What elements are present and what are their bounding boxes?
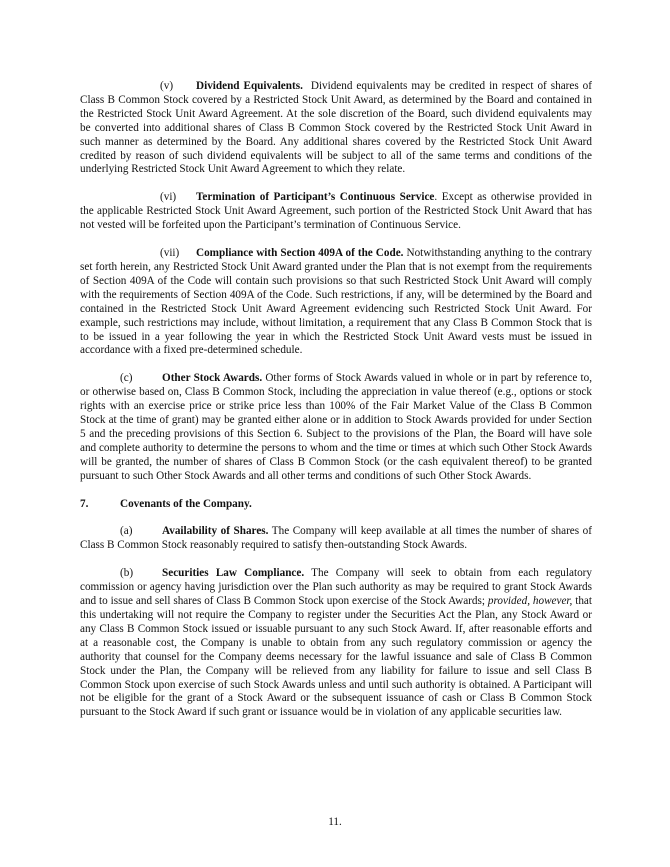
paragraph-heading: Availability of Shares. bbox=[162, 525, 269, 538]
paragraph-number: (vii) bbox=[160, 247, 180, 260]
paragraph-heading: Termination of Participant’s Continuous Service bbox=[196, 191, 435, 204]
paragraph-text: . Except as otherwise provided in the applicable Restricted Stock Unit Award Agreement, such portion of the Restricted Stock Unit Award that has not vested will be forfeited upon the Participant’s termination of Continuous Service. bbox=[80, 191, 593, 232]
paragraph-heading: Securities Law Compliance. bbox=[162, 567, 305, 580]
paragraph-heading: Compliance with Section 409A of the Code. bbox=[196, 247, 404, 260]
paragraph-italic-text: provided, however, bbox=[487, 595, 573, 608]
paragraph-dividend-equivalents bbox=[80, 80, 592, 177]
paragraph-number: (v) bbox=[160, 80, 174, 92]
document-page bbox=[80, 80, 592, 734]
paragraph-text: The Company will keep available at all times the number of shares of Class B Common Stock reasonably required to satisfy then-outstanding Stock Awards. bbox=[80, 525, 592, 552]
paragraph-section-409a bbox=[80, 247, 592, 358]
section-number: 7. bbox=[80, 497, 89, 510]
paragraph-heading: Dividend Equivalents. bbox=[196, 80, 303, 92]
paragraph-number: (c) bbox=[120, 372, 133, 385]
section-title: Covenants of the Company. bbox=[120, 497, 252, 510]
section-heading-covenants bbox=[80, 498, 592, 512]
paragraph-availability-of-shares bbox=[80, 525, 592, 553]
paragraph-text: Other forms of Stock Awards valued in whole or in part by reference to, or otherwise based on, Class B Common Stock, including the appreciation in value thereof (e.g., options or stock rights with an exercise price or strike price less than 100% of the Fair Market Value of the Class B Common Stock at the time of grant) may be granted either alone or in addition to Stock Awards provided for under Section 5 and the preceding provisions of this Section 6. Subject to the provisions of the Plan, the Board will have sole and complete authority to determine the persons to whom and the time or times at which such Other Stock Awards will be granted, the number of shares of Class B Common Stock (or the cash equivalent thereof) to be granted pursuant to such Other Stock Awards and all other terms and conditions of such Other Stock Awards. bbox=[80, 372, 593, 482]
paragraph-number: (vi) bbox=[160, 191, 177, 204]
paragraph-termination bbox=[80, 191, 592, 233]
page-number: 11. bbox=[328, 816, 342, 828]
paragraph-number: (b) bbox=[120, 567, 134, 580]
paragraph-text: Notwithstanding anything to the contrary set forth herein, any Restricted Stock Unit Award granted under the Plan that is not exempt from the requirements of Section 409A of the Code will contain such provisions so that such Restricted Stock Unit Award will comply with the requirements of Section 409A of the Code. Such restrictions, if any, will be determined by the Board and contained in the Restricted Stock Unit Award Agreement evidencing such Restricted Stock Unit Award. For example, such restrictions may include, without limitation, a requirement that any Class B Common Stock that is to be issued in a year following the year in which the Restricted Stock Unit Award vests must be issued in accordance with a fixed pre-determined schedule. bbox=[80, 247, 592, 357]
paragraph-number: (a) bbox=[120, 525, 133, 538]
paragraph-heading: Other Stock Awards. bbox=[162, 372, 263, 385]
paragraph-text: Dividend equivalents may be credited in respect of shares of Class B Common Stock covered by a Restricted Stock Unit Award, as determined by the Board and contained in the Restricted Stock Unit Award Agreement. At the sole discretion of the Board, such dividend equivalents may be converted into additional shares of Class B Common Stock covered by the Restricted Stock Unit Award in such manner as determined by the Board. Any additional shares covered by the Restricted Stock Unit Award credited by reason of such dividend equivalents will be subject to all of the same terms and conditions of the underlying Restricted Stock Unit Award Agreement to which they relate. bbox=[80, 80, 592, 176]
paragraph-other-stock-awards bbox=[80, 372, 592, 483]
paragraph-text: The Company will seek to obtain from each regulatory commission or agency having jurisdiction over the Plan such authority as may be required to grant Stock Awards and to issue and sell shares of Class B Common Stock upon exercise of the Stock Awards; bbox=[80, 567, 592, 608]
paragraph-securities-law-compliance bbox=[80, 567, 592, 720]
paragraph-text-continued: that this undertaking will not require the Company to register under the Securities Act the Plan, any Stock Award or any Class B Common Stock issued or issuable pursuant to any such Stock Award. If, after reasonable efforts and at a reasonable cost, the Company is unable to obtain from any such regulatory commission or agency the authority that counsel for the Company deems necessary for the lawful issuance and sale of Class B Common Stock under the Plan, the Company will be relieved from any liability for failure to issue and sell Class B Common Stock upon exercise of such Stock Awards unless and until such authority is obtained. A Participant will not be eligible for the grant of a Stock Award or the subsequent issuance of cash or Class B Common Stock pursuant to the Stock Award if such grant or issuance would be in violation of any applicable securities law. bbox=[80, 595, 593, 719]
